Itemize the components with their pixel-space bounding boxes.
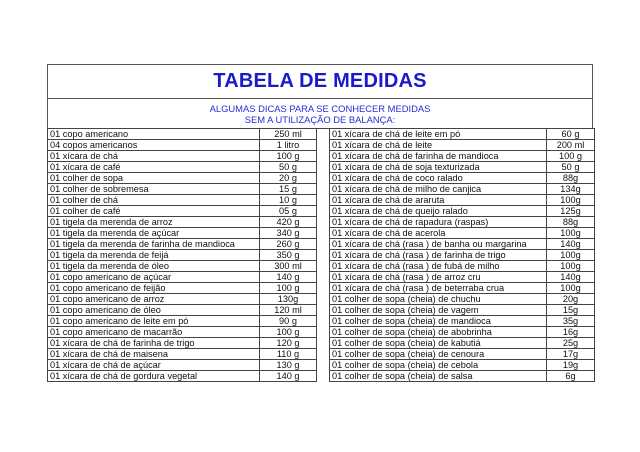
measure-value: 6g xyxy=(547,371,595,382)
measure-item: 01 xícara de chá de araruta xyxy=(330,195,547,206)
table-row xyxy=(330,316,595,327)
table-row xyxy=(330,151,595,162)
measure-value: 120 g xyxy=(260,338,317,349)
measure-item: 01 colher de sopa (cheia) de salsa xyxy=(330,371,547,382)
table-row xyxy=(330,250,595,261)
measure-value: 15 g xyxy=(260,184,317,195)
measure-value: 140 g xyxy=(260,371,317,382)
measure-value: 19g xyxy=(547,360,595,371)
table-row xyxy=(48,283,317,294)
measure-value: 17g xyxy=(547,349,595,360)
measure-item: 01 colher de sopa (cheia) de kabutiá xyxy=(330,338,547,349)
measure-value: 05 g xyxy=(260,206,317,217)
table-row xyxy=(48,195,317,206)
measure-item: 01 tigela da merenda de açúcar xyxy=(48,228,260,239)
measure-item: 01 colher de sopa (cheia) de cenoura xyxy=(330,349,547,360)
table-row xyxy=(330,360,595,371)
measure-item: 01 copo americano de leite em pó xyxy=(48,316,260,327)
measure-item: 01 xícara de chá de coco ralado xyxy=(330,173,547,184)
table-row xyxy=(330,305,595,316)
measure-item: 01 copo americano de açúcar xyxy=(48,272,260,283)
measure-item: 01 xícara de chá de farinha de mandioca xyxy=(330,151,547,162)
measure-item: 01 xícara de chá (rasa ) de beterraba crua xyxy=(330,283,547,294)
measure-value: 50 g xyxy=(547,162,595,173)
table-row xyxy=(330,294,595,305)
measure-value: 88g xyxy=(547,217,595,228)
measure-item: 01 colher de sobremesa xyxy=(48,184,260,195)
measure-value: 100g xyxy=(547,195,595,206)
measure-value: 250 ml xyxy=(260,129,317,140)
measure-item: 01 copo americano de arroz xyxy=(48,294,260,305)
table-row xyxy=(48,261,317,272)
subtitle-row xyxy=(48,98,592,130)
table-row xyxy=(330,327,595,338)
measure-value: 10 g xyxy=(260,195,317,206)
measure-value: 50 g xyxy=(260,162,317,173)
measure-item: 01 colher de café xyxy=(48,206,260,217)
measure-item: 01 xícara de chá de rapadura (raspas) xyxy=(330,217,547,228)
table-row xyxy=(48,316,317,327)
table-row xyxy=(48,305,317,316)
measure-item: 01 xícara de chá xyxy=(48,151,260,162)
measure-item: 01 colher de sopa (cheia) de mandioca xyxy=(330,316,547,327)
measure-item: 01 xícara de chá de açúcar xyxy=(48,360,260,371)
table-row xyxy=(330,173,595,184)
measure-value: 16g xyxy=(547,327,595,338)
measure-value: 420 g xyxy=(260,217,317,228)
header-box xyxy=(47,64,593,129)
table-row xyxy=(48,349,317,360)
table-row xyxy=(330,349,595,360)
measure-value: 130 g xyxy=(260,360,317,371)
measure-item: 01 copo americano xyxy=(48,129,260,140)
table-row xyxy=(330,261,595,272)
measure-value: 130g xyxy=(260,294,317,305)
measure-value: 88g xyxy=(547,173,595,184)
table-row xyxy=(330,338,595,349)
measure-value: 1 litro xyxy=(260,140,317,151)
table-row xyxy=(330,184,595,195)
measure-value: 120 ml xyxy=(260,305,317,316)
measure-item: 01 colher de chá xyxy=(48,195,260,206)
table-row xyxy=(48,272,317,283)
measure-value: 134g xyxy=(547,184,595,195)
measure-value: 100 g xyxy=(547,151,595,162)
measure-item: 01 xícara de chá de maisena xyxy=(48,349,260,360)
measure-value: 125g xyxy=(547,206,595,217)
measure-item: 01 xícara de chá (rasa ) de banha ou margarina xyxy=(330,239,547,250)
table-row xyxy=(330,195,595,206)
table-row xyxy=(48,162,317,173)
measure-item: 01 xícara de chá (rasa ) de farinha de trigo xyxy=(330,250,547,261)
measure-item: 01 xícara de chá de soja texturizada xyxy=(330,162,547,173)
measure-item: 01 colher de sopa (cheia) de cebola xyxy=(330,360,547,371)
table-row xyxy=(330,239,595,250)
measure-item: 01 copo americano de óleo xyxy=(48,305,260,316)
table-row xyxy=(330,283,595,294)
measure-item: 01 tigela da merenda de feijá xyxy=(48,250,260,261)
measure-value: 340 g xyxy=(260,228,317,239)
measure-value: 110 g xyxy=(260,349,317,360)
table-row xyxy=(330,272,595,283)
measure-value: 300 ml xyxy=(260,261,317,272)
table-row xyxy=(48,239,317,250)
measure-value: 140g xyxy=(547,272,595,283)
table-row xyxy=(48,151,317,162)
table-row xyxy=(48,217,317,228)
measure-value: 140 g xyxy=(260,272,317,283)
measure-item: 01 xícara de chá (rasa ) de arroz cru xyxy=(330,272,547,283)
measure-value: 35g xyxy=(547,316,595,327)
table-row xyxy=(330,129,595,140)
measure-value: 200 ml xyxy=(547,140,595,151)
measure-item: 01 xícara de chá de gordura vegetal xyxy=(48,371,260,382)
measure-item: 01 tigela da merenda de farinha de mandioca xyxy=(48,239,260,250)
table-row xyxy=(330,217,595,228)
measure-value: 100 g xyxy=(260,283,317,294)
table-row xyxy=(330,371,595,382)
title-row xyxy=(48,65,592,99)
measure-value: 140g xyxy=(547,239,595,250)
measure-item: 01 xícara de chá de milho de canjica xyxy=(330,184,547,195)
measure-item: 01 xícara de café xyxy=(48,162,260,173)
measure-value: 20g xyxy=(547,294,595,305)
measure-item: 01 xícara de chá (rasa ) de fubá de milho xyxy=(330,261,547,272)
measure-item: 01 xícara de chá de leite em pó xyxy=(330,129,547,140)
table-row xyxy=(48,338,317,349)
measure-value: 100g xyxy=(547,261,595,272)
table-row xyxy=(330,140,595,151)
table-row xyxy=(48,184,317,195)
measure-item: 01 xícara de chá de acerola xyxy=(330,228,547,239)
subtitle-line-2: SEM A UTILIZAÇÃO DE BALANÇA: xyxy=(244,114,396,125)
table-row xyxy=(48,173,317,184)
measure-value: 90 g xyxy=(260,316,317,327)
table-row xyxy=(48,294,317,305)
table-row xyxy=(330,162,595,173)
table-row xyxy=(330,228,595,239)
measure-value: 100 g xyxy=(260,327,317,338)
measure-item: 01 xícara de chá de leite xyxy=(330,140,547,151)
left-measures-table xyxy=(47,128,317,382)
measure-value: 60 g xyxy=(547,129,595,140)
measure-item: 01 tigela da merenda de arroz xyxy=(48,217,260,228)
table-row xyxy=(48,327,317,338)
table-row xyxy=(48,228,317,239)
measure-value: 350 g xyxy=(260,250,317,261)
measure-item: 01 copo americano de feijão xyxy=(48,283,260,294)
measure-value: 100g xyxy=(547,228,595,239)
page-title: TABELA DE MEDIDAS xyxy=(213,70,427,92)
measure-item: 01 colher de sopa (cheia) de chuchu xyxy=(330,294,547,305)
table-row xyxy=(48,206,317,217)
measure-value: 100 g xyxy=(260,151,317,162)
measure-value: 20 g xyxy=(260,173,317,184)
measure-item: 01 colher de sopa (cheia) de abobrinha xyxy=(330,327,547,338)
table-row xyxy=(48,129,317,140)
measure-item: 01 xícara de chá de farinha de trigo xyxy=(48,338,260,349)
measure-value: 100g xyxy=(547,250,595,261)
measure-item: 01 tigela da merenda de óleo xyxy=(48,261,260,272)
measure-value: 25g xyxy=(547,338,595,349)
measure-item: 01 colher de sopa xyxy=(48,173,260,184)
table-row xyxy=(48,250,317,261)
table-row xyxy=(48,371,317,382)
subtitle-line-1: ALGUMAS DICAS PARA SE CONHECER MEDIDAS xyxy=(209,103,431,114)
right-measures-table xyxy=(329,128,595,382)
measure-item: 01 colher de sopa (cheia) de vagem xyxy=(330,305,547,316)
measure-item: 04 copos americanos xyxy=(48,140,260,151)
measure-value: 260 g xyxy=(260,239,317,250)
measure-item: 01 copo americano de macarrão xyxy=(48,327,260,338)
table-row xyxy=(48,360,317,371)
table-row xyxy=(330,206,595,217)
measure-value: 15g xyxy=(547,305,595,316)
measure-value: 100g xyxy=(547,283,595,294)
table-row xyxy=(48,140,317,151)
measure-item: 01 xícara de chá de queijo ralado xyxy=(330,206,547,217)
